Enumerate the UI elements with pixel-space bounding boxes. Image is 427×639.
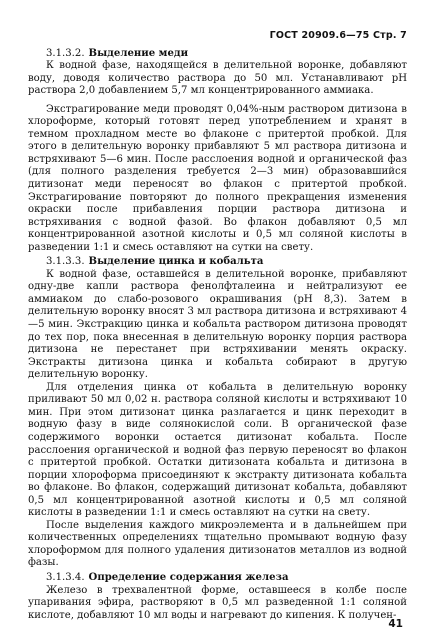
page-number: 41 [388,618,403,631]
paragraph: После выделения каждого микроэлемента и в дальнейшем при количественных определениях тщательно промывают водную фазу хлороформом для полного удаления дитизонатов металлов из водной фазы. [28,519,407,569]
section-title: Определение содержания железа [88,571,289,583]
section-heading [28,572,407,585]
section-number: 3.1.3.2. [46,47,85,59]
paragraph: Экстрагирование меди проводят 0,04%-ным раствором дитизона в хлороформе, который готовят перед употреблением и хранят в темном прохладном месте во флаконе с притертой пробкой. Для этого в делительную воронку прибавляют 5 мл раствора дитизона и встряхивают 5—6 мин. После расслоения водной и органической фаз (для полного разделения требуется 2—3 мин) образовавшийся дитизонат меди переносят во флакон с притертой пробкой. Экстрагирование повторяют до полного прекращения изменения окраски после прибавления порции раствора дитизона и встряхивания с водной фазой. Во флакон добавляют 0,5 мл концентрированной азотной кислоты и 0,5 мл соляной кислоты в разведении 1:1 и смесь оставляют на сутки на свету. [28,103,407,253]
paragraph: Железо в трехвалентной форме, оставшееся в колбе после упаривания эфира, растворяют в 0,5 мл разведенной 1:1 соляной кислоте, добавляют 10 мл воды и нагревают до кипения. К получен- [28,584,407,621]
section-title: Выделение меди [88,47,189,59]
paragraph: Для отделения цинка от кобальта в делительную воронку приливают 50 мл 0,02 н. раствора соляной кислоты и встряхивают 10 мин. При этом дитизонат цинка разлагается и цинк переходит в водную фазу в виде солянокислой соли. В органической фазе содержимого воронки остается дитизонат кобальта. После расслоения органической и водной фаз первую переносят во флакон с притертой пробкой. Остатки дитизоната кобальта и дитизона в порции хлороформа присоединяют к экстракту дитизоната кобальта во флаконе. Во флакон, содержащий дитизонат кобальта, добавляют 0,5 мл концентрированной азотной кислоты и 0,5 мл соляной кислоты в разведении 1:1 и смесь оставляют на сутки на свету. [28,381,407,519]
section-heading [28,256,407,269]
paragraph: К водной фазе, находящейся в делительной воронке, добавляют воду, доводя количество раствора до 50 мл. Устанавливают рН раствора 2,0 добавлением 5,7 мл концентрированного аммиака. [28,60,407,97]
section-number: 3.1.3.3. [46,256,85,268]
section-title: Выделение цинка и кобальта [88,256,264,268]
running-header: ГОСТ 20909.6—75 Стр. 7 [269,30,407,41]
section-number: 3.1.3.4. [46,571,85,583]
paragraph: К водной фазе, оставшейся в делительной воронке, прибавляют одну-две капли раствора фенолфталеина и нейтрализуют ее аммиаком до слабо-розового окрашивания (рН 8,3). Затем в делительную воронку вносят 3 мл раствора дитизона и встряхивают 4—5 мин. Экстракцию цинка и кобальта раствором дитизона проводят до тех пор, пока внесенная в делительную воронку порция раствора дитизона не перестанет при встряхивании менять окраску. Экстракты дитизона цинка и кобальта собирают в другую делительную воронку. [28,268,407,381]
section-heading [28,48,407,61]
